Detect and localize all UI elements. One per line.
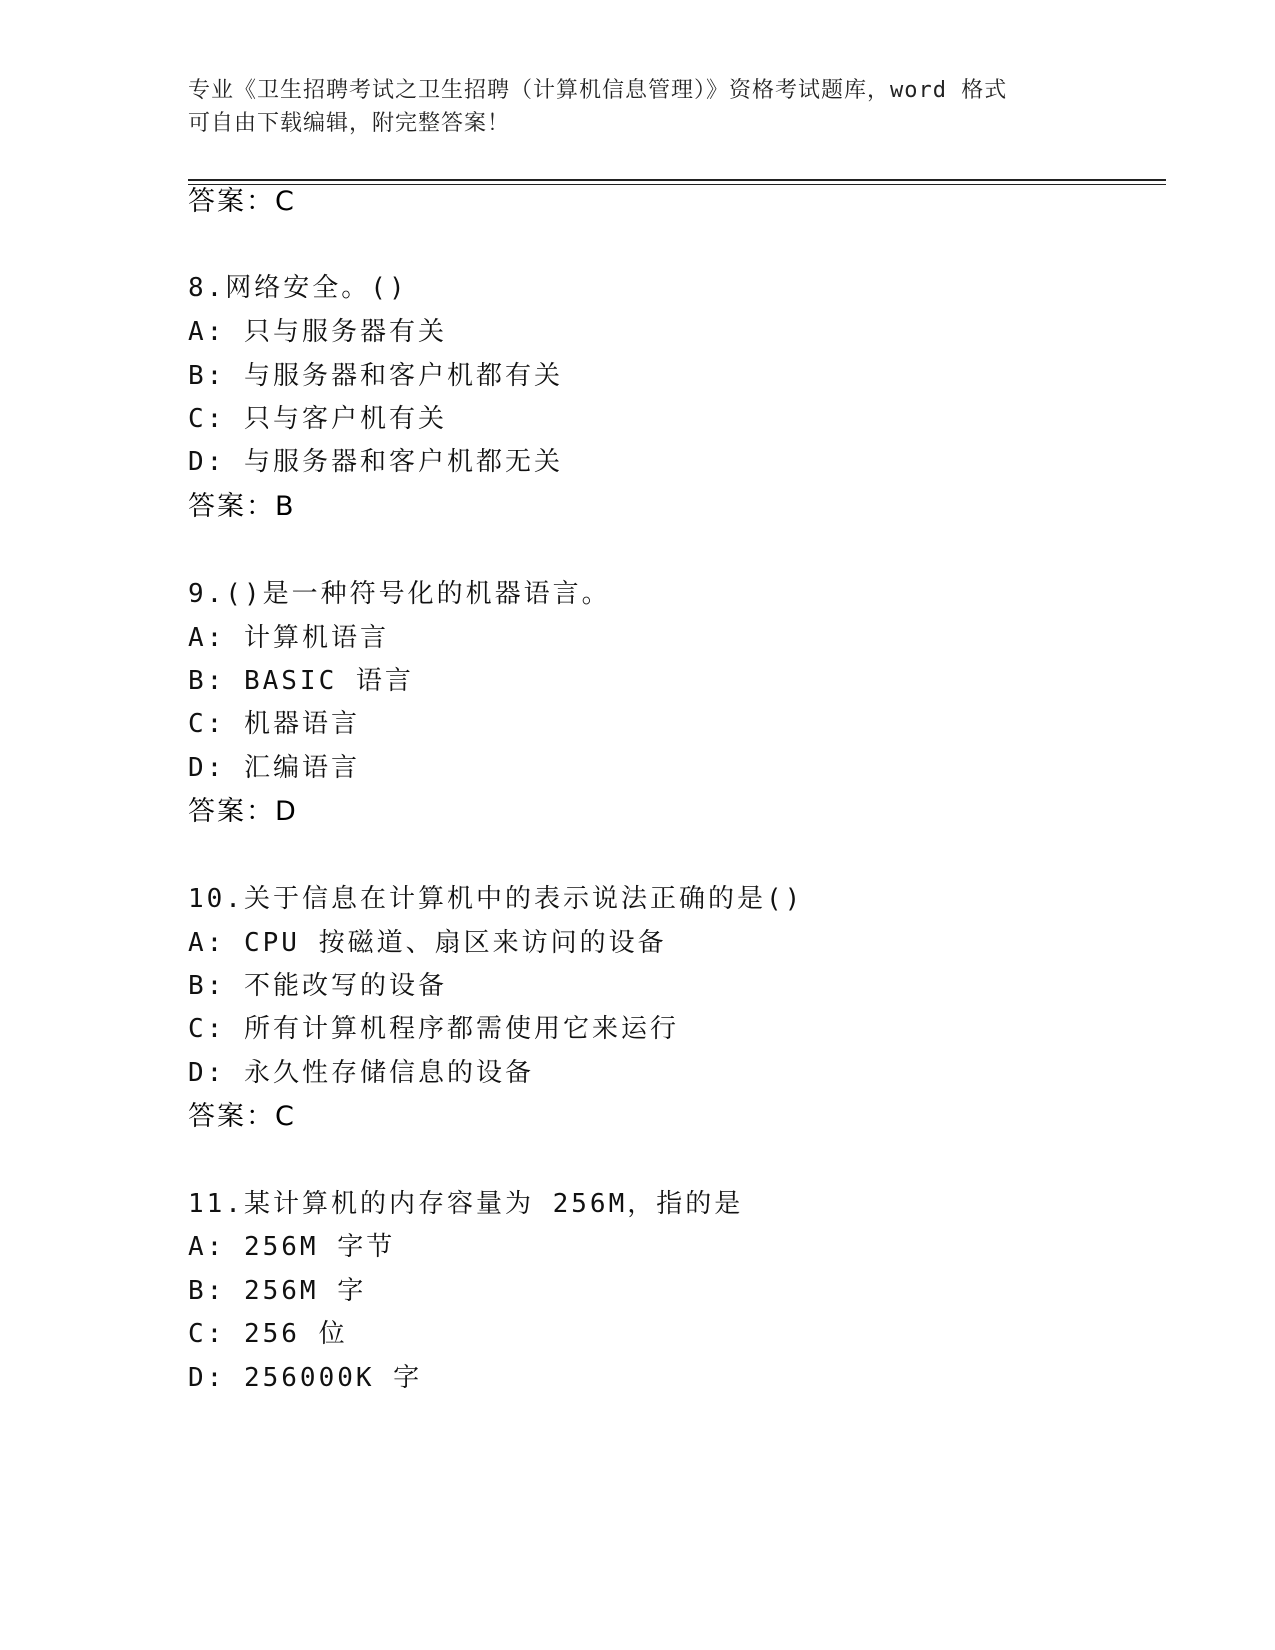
question-8-option-d: D: 与服务器和客户机都无关 (188, 447, 563, 477)
question-10-option-b: B: 不能改写的设备 (188, 971, 447, 1001)
question-9-answer: 答案：D (188, 796, 298, 827)
previous-answer: 答案：C (188, 186, 296, 217)
question-9-stem: 9.()是一种符号化的机器语言。 (188, 579, 611, 609)
header-divider-thick (188, 179, 1166, 181)
header-line-1: 专业《卫生招聘考试之卫生招聘（计算机信息管理）》资格考试题库，word 格式 (188, 78, 1008, 103)
question-11-option-b: B: 256M 字 (188, 1276, 367, 1306)
question-8-option-c: C: 只与客户机有关 (188, 404, 447, 434)
question-10-stem: 10.关于信息在计算机中的表示说法正确的是() (188, 884, 804, 914)
question-9-option-a: A: 计算机语言 (188, 623, 389, 653)
question-8-option-b: B: 与服务器和客户机都有关 (188, 361, 563, 391)
question-8-option-a: A: 只与服务器有关 (188, 317, 447, 347)
question-8-answer: 答案：B (188, 491, 296, 522)
question-10-option-c: C: 所有计算机程序都需使用它来运行 (188, 1014, 679, 1044)
question-11-stem: 11.某计算机的内存容量为 256M，指的是 (188, 1189, 744, 1219)
question-10-option-d: D: 永久性存储信息的设备 (188, 1058, 534, 1088)
question-8-stem: 8.网络安全。() (188, 273, 408, 303)
document-header (188, 74, 1088, 140)
question-10-answer: 答案：C (188, 1101, 296, 1132)
header-line-2: 可自由下载编辑，附完整答案！ (188, 111, 511, 136)
question-9-option-b: B: BASIC 语言 (188, 666, 414, 696)
question-11-option-c: C: 256 位 (188, 1319, 348, 1349)
question-11-option-d: D: 256000K 字 (188, 1363, 423, 1393)
question-11-option-a: A: 256M 字节 (188, 1232, 396, 1262)
question-9-option-c: C: 机器语言 (188, 709, 360, 739)
question-10-option-a: A: CPU 按磁道、扇区来访问的设备 (188, 928, 667, 958)
question-9-option-d: D: 汇编语言 (188, 753, 360, 783)
header-divider-thin (188, 184, 1166, 185)
